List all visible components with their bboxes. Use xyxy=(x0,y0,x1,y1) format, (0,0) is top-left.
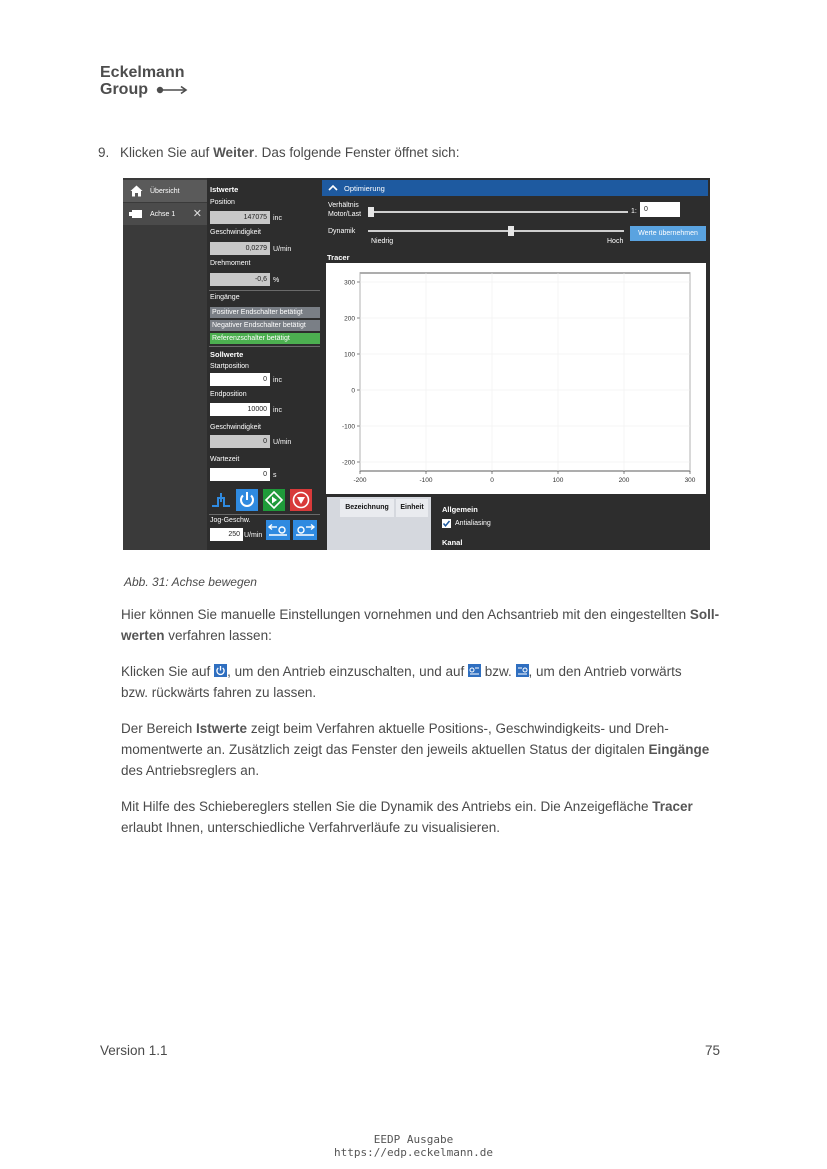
y-tick-label: -200 xyxy=(341,459,355,467)
p1-a: Hier können Sie manuelle Einstellungen vornehmen und den Achsantrieb mit den eingestellten xyxy=(121,607,690,622)
logo-line-1: Eckelmann xyxy=(100,64,185,81)
dynamics-low-label: Niedrig xyxy=(371,238,394,245)
start-input[interactable]: 0 xyxy=(210,373,270,386)
axis-icon xyxy=(129,208,143,220)
x-tick-label: 100 xyxy=(552,477,564,484)
jog-unit: U/min xyxy=(244,532,263,539)
inputs-heading: Eingänge xyxy=(210,294,240,301)
company-logo xyxy=(100,64,188,98)
divider xyxy=(209,290,320,291)
p1-c: werten xyxy=(121,628,165,643)
p2-e: bzw. rückwärts fahren zu lassen. xyxy=(121,685,317,700)
figure-caption: Abb. 31: Achse bewegen xyxy=(124,575,257,589)
p3-d: momentwerte an. Zusätzlich zeigt das Fenster den jeweils aktuellen Status der digitalen xyxy=(121,742,649,757)
col-unit-header[interactable]: Einheit xyxy=(396,499,428,517)
dynamics-slider-thumb[interactable] xyxy=(508,226,514,236)
torque-label: Drehmoment xyxy=(210,260,251,267)
tracer-chart xyxy=(326,263,706,494)
p2-b: , um den Antrieb einzuschalten, und auf xyxy=(227,664,468,679)
end-label: Endposition xyxy=(210,391,247,398)
paragraph-1 xyxy=(121,604,736,646)
optimization-header[interactable] xyxy=(322,180,708,196)
optimization-title: Optimierung xyxy=(344,183,385,193)
ratio-input[interactable]: 0 xyxy=(640,202,680,217)
nav-axis-label: Achse 1 xyxy=(150,210,176,218)
paragraph-4 xyxy=(121,796,736,838)
end-input[interactable]: 10000 xyxy=(210,403,270,416)
istwerte-heading: Istwerte xyxy=(210,185,239,194)
position-value: 147075 xyxy=(210,211,270,224)
input-reference-switch: Referenzschalter betätigt xyxy=(210,333,320,344)
paragraph-2 xyxy=(121,661,736,703)
edition-label: EEDP Ausgabe xyxy=(373,1133,454,1146)
home-icon xyxy=(129,185,143,197)
edition-url: https://edp.eckelmann.de xyxy=(334,1146,493,1159)
p1-d: verfahren lassen: xyxy=(164,628,272,643)
tracer-plot xyxy=(326,263,706,494)
end-unit: inc xyxy=(273,407,282,414)
p2-a: Klicken Sie auf xyxy=(121,664,215,679)
step-keyword: Weiter xyxy=(213,145,255,160)
home-run-button[interactable] xyxy=(210,489,232,511)
torque-unit: % xyxy=(273,277,280,284)
nav-item-axis[interactable] xyxy=(123,203,207,225)
x-tick-label: 200 xyxy=(618,477,630,484)
tracer-heading: Tracer xyxy=(327,253,350,262)
divider xyxy=(209,514,320,515)
dynamics-high-label: Hoch xyxy=(607,238,624,245)
antialiasing-label: Antialiasing xyxy=(455,520,491,527)
step-suffix: . Das folgende Fenster öffnet sich: xyxy=(254,145,460,160)
speed-label: Geschwindigkeit xyxy=(210,229,261,236)
start-unit: inc xyxy=(273,377,282,384)
x-tick-label: -200 xyxy=(353,477,367,484)
p3-f: des Antriebsreglers an. xyxy=(121,763,260,778)
col-designation-header[interactable]: Bezeichnung xyxy=(340,499,394,517)
p3-a: Der Bereich xyxy=(121,721,197,736)
logo-arrow-icon xyxy=(156,85,188,95)
y-tick-label: 300 xyxy=(344,279,355,287)
p4-a: Mit Hilfe des Schiebereglers stellen Sie die Dynamik des Antriebs ein. Die Anzeigefläche xyxy=(121,799,653,814)
p3-e: Eingänge xyxy=(648,742,710,757)
dynamics-slider[interactable] xyxy=(368,230,624,232)
wait-label: Wartezeit xyxy=(210,456,240,463)
general-heading: Allgemein xyxy=(442,505,478,514)
p2-c: bzw. xyxy=(480,664,516,679)
values-panel xyxy=(207,178,322,550)
footer-version: Version 1.1 xyxy=(100,1043,168,1058)
y-tick-label: 200 xyxy=(344,315,355,323)
target-speed-unit: U/min xyxy=(273,439,292,446)
nav-overview-label: Übersicht xyxy=(150,187,180,195)
chevron-up-icon xyxy=(328,184,338,193)
ratio-slider[interactable] xyxy=(368,211,628,213)
jog-label: Jog-Geschw. xyxy=(210,517,251,524)
position-label: Position xyxy=(210,199,235,206)
target-speed-input[interactable]: 0 xyxy=(210,435,270,448)
p4-c: erlaubt Ihnen, unterschiedliche Verfahrverläufe zu visualisieren. xyxy=(121,820,500,835)
divider xyxy=(209,346,320,347)
y-tick-label: -100 xyxy=(341,423,355,431)
power-button[interactable] xyxy=(236,489,258,511)
ratio-prefix: 1: xyxy=(631,208,637,215)
sollwerte-heading: Sollwerte xyxy=(210,350,244,359)
wait-input[interactable]: 0 xyxy=(210,468,270,481)
target-speed-label: Geschwindigkeit xyxy=(210,424,261,431)
ratio-slider-thumb[interactable] xyxy=(368,207,374,217)
logo-line-2: Group xyxy=(100,81,148,98)
apply-values-button[interactable]: Werte übernehmen xyxy=(630,226,706,241)
x-tick-label: 300 xyxy=(684,477,696,484)
speed-unit: U/min xyxy=(273,246,292,253)
y-tick-label: 100 xyxy=(344,351,355,359)
nav-panel xyxy=(123,178,207,550)
torque-value: -0,6 xyxy=(210,273,270,286)
power-icon xyxy=(214,664,227,677)
channel-heading: Kanal xyxy=(442,538,463,547)
start-label: Startposition xyxy=(210,363,249,370)
antialiasing-checkbox[interactable] xyxy=(442,519,451,528)
y-tick-label: 0 xyxy=(351,387,355,395)
x-tick-label: 0 xyxy=(490,477,494,484)
close-icon[interactable]: ✕ xyxy=(192,208,202,220)
jog-forward-icon xyxy=(468,664,481,677)
ratio-label-2: Motor/Last xyxy=(328,211,362,218)
p4-b: Tracer xyxy=(652,799,693,814)
stop-button[interactable] xyxy=(290,489,312,511)
speed-value: 0,0279 xyxy=(210,242,270,255)
jog-forward-button[interactable] xyxy=(293,520,317,540)
wait-unit: s xyxy=(273,472,277,479)
p1-b: Soll- xyxy=(689,607,720,622)
dynamics-label: Dynamik xyxy=(328,228,356,235)
step-instruction xyxy=(98,145,459,160)
start-button[interactable] xyxy=(263,489,285,511)
p2-d: , um den Antrieb vorwärts xyxy=(528,664,682,679)
input-positive-limit: Positiver Endschalter betätigt xyxy=(210,307,320,318)
input-negative-limit: Negativer Endschalter betätigt xyxy=(210,320,320,331)
jog-backward-button[interactable] xyxy=(266,520,290,540)
plot-frame xyxy=(360,273,690,471)
x-tick-label: -100 xyxy=(419,477,433,484)
p3-b: Istwerte xyxy=(196,721,248,736)
app-screenshot xyxy=(123,178,710,550)
step-number: 9. xyxy=(98,145,110,160)
position-unit: inc xyxy=(273,215,282,222)
step-prefix: Klicken Sie auf xyxy=(120,145,214,160)
p3-c: zeigt beim Verfahren aktuelle Positions-, Geschwindigkeits- und Dreh- xyxy=(247,721,669,736)
paragraph-3 xyxy=(121,718,736,781)
jog-input[interactable]: 250 xyxy=(210,528,243,541)
page-number: 75 xyxy=(705,1043,721,1058)
jog-backward-icon xyxy=(516,664,529,677)
optimization-panel xyxy=(322,178,710,550)
nav-item-overview[interactable] xyxy=(123,180,207,202)
ratio-label-1: Verhältnis xyxy=(328,202,359,209)
